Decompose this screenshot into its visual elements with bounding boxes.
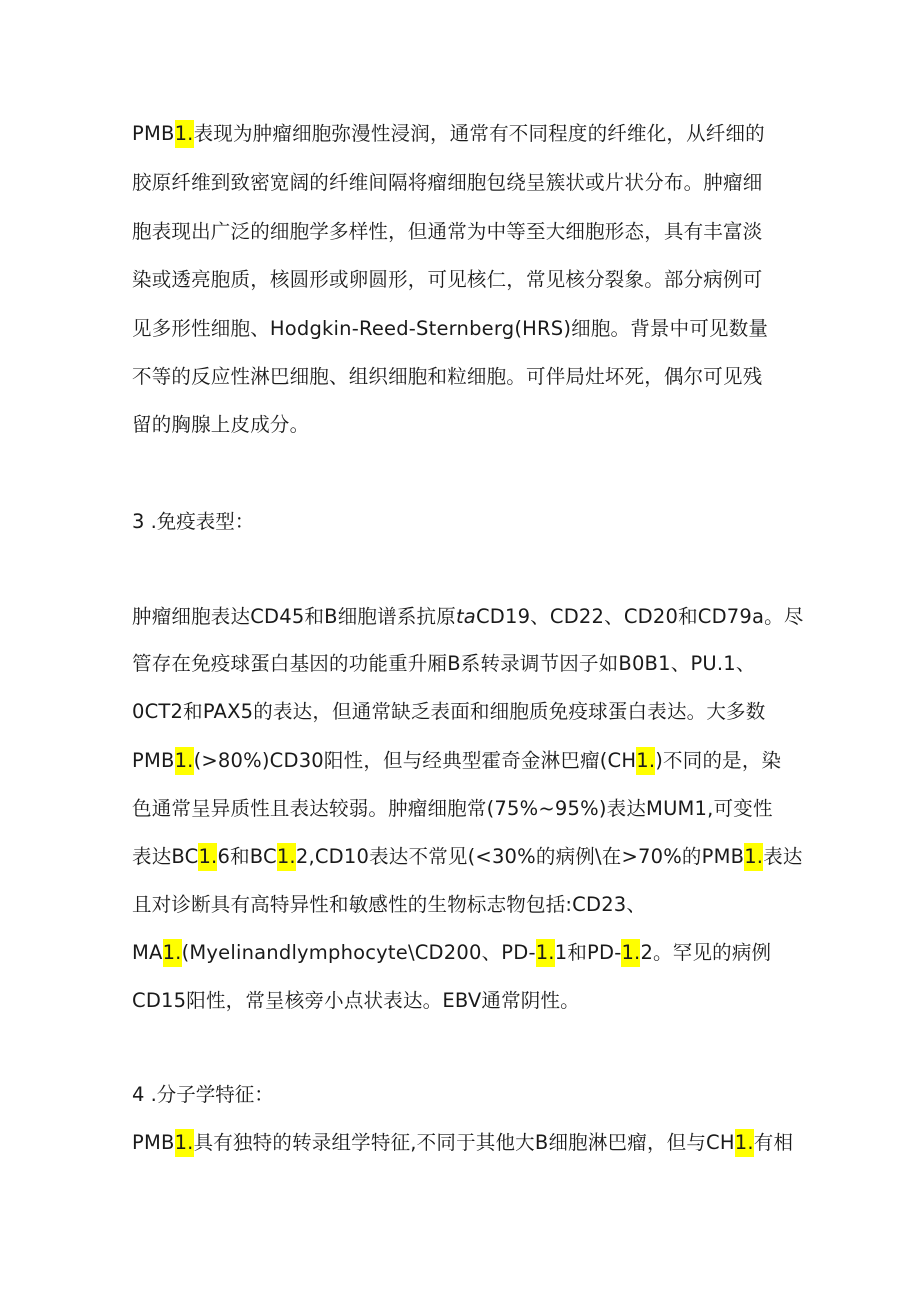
text-run: 且对诊断具有高特异性和敏感性的生物标志物包括:CD23、 <box>132 893 647 916</box>
text-run: PMB <box>132 122 175 145</box>
section-heading-molecular: 4 .分子学特征： <box>132 1083 274 1106</box>
text-run: (Myelinandlymphocyte\CD200、PD- <box>181 941 536 964</box>
text-run: 表达 <box>763 845 803 868</box>
para2-line2 <box>132 650 812 678</box>
para2-line1 <box>132 603 812 631</box>
highlight-mark: 1. <box>636 747 655 775</box>
para2-line5 <box>132 795 812 823</box>
text-run: 胞表现出广泛的细胞学多样性，但通常为中等至大细胞形态，具有丰富淡 <box>132 220 763 243</box>
para2-line3 <box>132 698 812 726</box>
para3-line1 <box>132 1129 812 1157</box>
text-run: PMB <box>132 749 175 772</box>
text-run: (>80%)CD30阳性，但与经典型霍奇金淋巴瘤(CH <box>193 749 637 772</box>
section-heading-immunophenotype: 3 .免疫表型： <box>132 510 255 533</box>
text-run: 不等的反应性淋巴细胞、组织细胞和粒细胞。可伴局灶坏死，偶尔可见残 <box>132 365 763 388</box>
para2-line7 <box>132 891 812 919</box>
text-run: 表达BC <box>132 845 199 868</box>
text-run: 2,CD10表达不常见(<30%的病例\在>70%的PMB <box>295 845 745 868</box>
text-run: 0CT2和PAX5的表达，但通常缺乏表面和细胞质免疫球蛋白表达。大多数 <box>132 700 766 723</box>
text-run: 有相 <box>753 1131 794 1154</box>
text-run: 肿瘤细胞表达CD45和B细胞谱系抗原 <box>132 605 456 628</box>
para1-line7 <box>132 411 812 439</box>
text-run: 留的胸腺上皮成分。 <box>132 413 310 436</box>
highlight-mark: 1. <box>198 843 217 871</box>
highlight-mark: 1. <box>744 843 763 871</box>
text-run: )不同的是，染 <box>655 749 782 772</box>
text-run: 表现为肿瘤细胞弥漫性浸润，通常有不同程度的纤维化，从纤细的 <box>193 122 765 145</box>
text-run: PMB <box>132 1131 175 1154</box>
text-run: 6和BC <box>217 845 277 868</box>
highlight-mark: 1. <box>277 843 296 871</box>
highlight-mark: 1. <box>621 939 640 967</box>
para1-line6 <box>132 363 812 391</box>
text-run: CD15阳性，常呈核旁小点状表达。EBV通常阴性。 <box>132 989 580 1012</box>
text-run: 见多形性细胞、Hodgkin-Reed-Sternberg(HRS)细胞。背景中可见数量 <box>132 317 769 340</box>
text-run: 2。罕见的病例 <box>640 941 772 964</box>
para1-line5 <box>132 315 812 343</box>
highlight-mark: 1. <box>175 120 194 148</box>
text-run: 色通常呈异质性且表达较弱。肿瘤细胞常(75%~95%)表达MUM1,可变性 <box>132 797 773 820</box>
para2-line4 <box>132 747 812 775</box>
para2-line8 <box>132 939 812 967</box>
highlight-mark: 1. <box>175 1129 194 1157</box>
text-run: 胶原纤维到致密宽阔的纤维间隔将瘤细胞包绕呈簇状或片状分布。肿瘤细 <box>132 171 763 194</box>
para1-line2 <box>132 169 812 197</box>
highlight-mark: 1. <box>735 1129 754 1157</box>
italic-run: ta <box>455 605 476 628</box>
text-run: CD19、CD22、CD20和CD79a。尽 <box>475 605 804 628</box>
para1-line4 <box>132 266 812 294</box>
text-run: MA <box>132 941 163 964</box>
text-run: 染或透亮胞质，核圆形或卵圆形，可见核仁，常见核分裂象。部分病例可 <box>132 268 763 291</box>
para2-line6 <box>132 843 812 871</box>
para1-line3 <box>132 218 812 246</box>
para2-line9 <box>132 987 812 1015</box>
highlight-mark: 1. <box>163 939 182 967</box>
highlight-mark: 1. <box>175 747 194 775</box>
text-run: 具有独特的转录组学特征,不同于其他大B细胞淋巴瘤，但与CH <box>193 1131 735 1154</box>
highlight-mark: 1. <box>536 939 555 967</box>
text-run: 1和PD- <box>554 941 622 964</box>
text-run: 管存在免疫球蛋白基因的功能重升厢B系转录调节因子如B0B1、PU.1、 <box>132 652 756 675</box>
para1-line1 <box>132 120 812 148</box>
